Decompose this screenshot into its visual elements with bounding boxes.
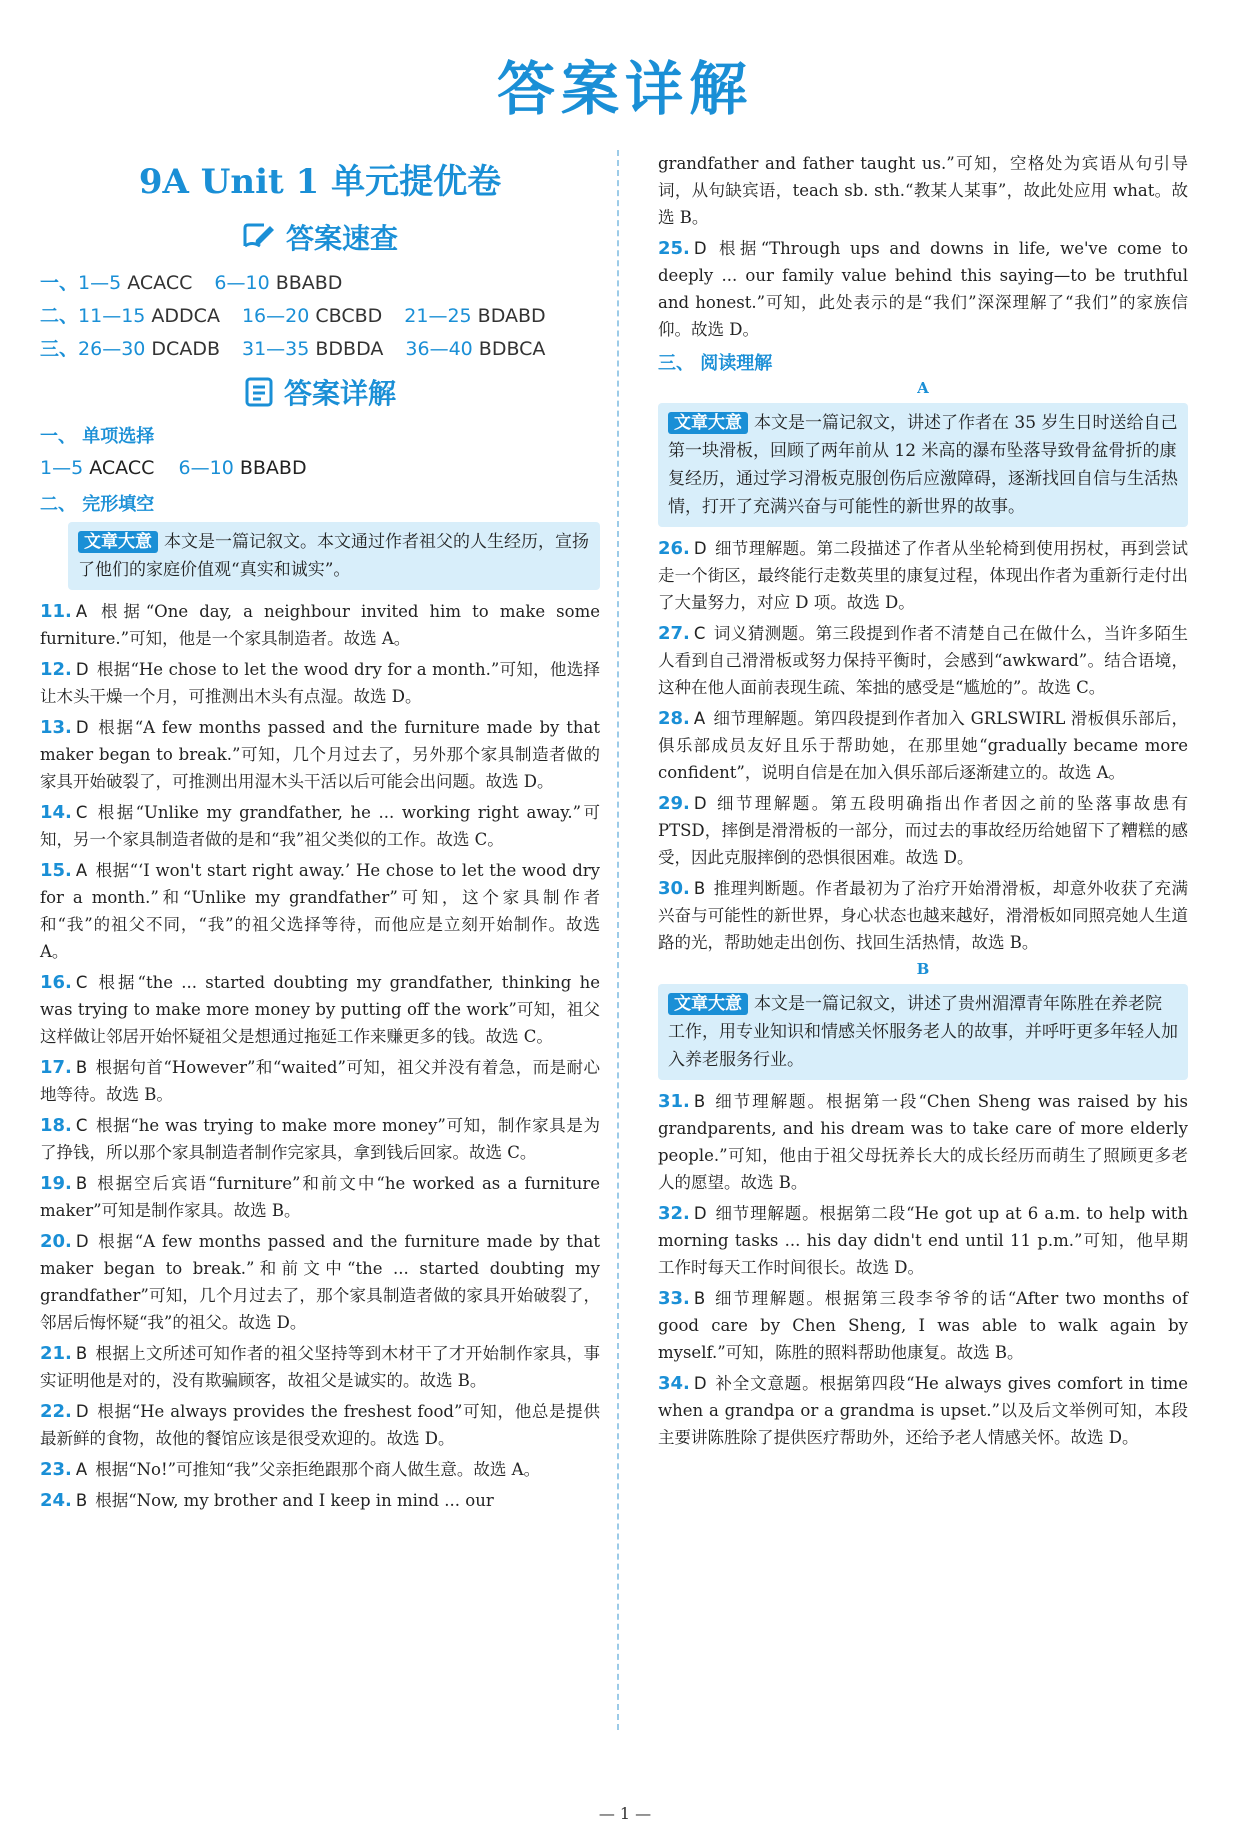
item-key: D bbox=[75, 1232, 89, 1251]
item-explanation: 根据“Through ups and downs in life, we've come to deeply ... our family value behind this saying—to be truthful and honest.”可知，此处表示的是“我们”深深理解了“我们”的家族信仰。故选 D。 bbox=[658, 239, 1188, 339]
summary-tag: 文章大意 bbox=[78, 531, 158, 553]
quick-answers: CBCBD bbox=[315, 305, 383, 327]
left-column bbox=[40, 150, 600, 1518]
detail-heading bbox=[40, 372, 600, 412]
item-key: C bbox=[75, 1116, 88, 1135]
quick-range: 1—5 bbox=[78, 272, 122, 294]
item-explanation: 根据“He always provides the freshest food”可知，他总是提供最新鲜的食物，故他的餐馆应该是很受欢迎的。故选 D。 bbox=[40, 1402, 600, 1448]
item-number: 13. bbox=[40, 717, 72, 738]
list-document-icon bbox=[244, 376, 274, 408]
item-number: 17. bbox=[40, 1057, 72, 1078]
item-number: 32. bbox=[658, 1203, 690, 1224]
item-explanation: 根据“he was trying to make more money”可知，制作家具是为了挣钱，所以那个家具制造者制作完家具，拿到钱后回家。故选 C。 bbox=[40, 1116, 600, 1162]
item-key: B bbox=[75, 1491, 88, 1510]
item-key: D bbox=[693, 239, 707, 258]
summary-tag: 文章大意 bbox=[668, 993, 748, 1015]
item-explanation: 补全文意题。根据第四段“He always gives comfort in time when a grandpa or a grandma is upset.”以及后文举例可知，本段主要讲陈胜除了提供医疗帮助外，还给予老人情感关怀。故选 D。 bbox=[658, 1374, 1188, 1447]
item-explanation: 细节理解题。根据第一段“Chen Sheng was raised by his grandparents, and his dream was to take care of more elderly people.”可知，他由于祖父母抚养长大的成长经历而萌生了照顾更多老人的愿望。故选 B。 bbox=[658, 1092, 1188, 1192]
detail-heading-text: 答案详解 bbox=[283, 377, 396, 410]
item-key: A bbox=[75, 602, 88, 621]
answer-item bbox=[40, 857, 600, 965]
item-number: 16. bbox=[40, 972, 72, 993]
item-number: 15. bbox=[40, 860, 72, 881]
item-explanation: 根据空后宾语“furniture”和前文中“he worked as a furniture maker”可知是制作家具。故选 B。 bbox=[40, 1174, 600, 1220]
answer-item bbox=[40, 598, 600, 652]
quick-group bbox=[404, 305, 545, 327]
item-explanation: 细节理解题。第四段提到作者加入 GRLSWIRL 滑板俱乐部后，俱乐部成员友好且乐于帮助她，在那里她“gradually became more confident”，说明自信是在加入俱乐部后逐渐建立的。故选 A。 bbox=[658, 709, 1188, 782]
quick-answers: BDBDA bbox=[315, 338, 384, 360]
item-explanation: 细节理解题。根据第二段“He got up at 6 a.m. to help with morning tasks ... his day didn't end until 11 p.m.”可知，他早期工作时每天工作时间很长。故选 D。 bbox=[658, 1204, 1188, 1277]
item-number: 11. bbox=[40, 601, 72, 622]
right-answer-list-a bbox=[658, 235, 1188, 343]
item-explanation: 根据“No!”可推知“我”父亲拒绝跟那个商人做生意。故选 A。 bbox=[95, 1460, 541, 1479]
quick-answer-table bbox=[40, 267, 600, 366]
item-key: B bbox=[693, 879, 706, 898]
part2-heading: 二、 完形填空 bbox=[40, 494, 155, 515]
item-key: D bbox=[693, 1374, 707, 1393]
quick-row-label: 一、 bbox=[40, 272, 79, 294]
right-answer-list-b bbox=[658, 535, 1188, 956]
quick-group bbox=[78, 272, 192, 294]
item-key: A bbox=[693, 709, 706, 728]
right-column bbox=[658, 150, 1188, 1455]
item-number: 18. bbox=[40, 1115, 72, 1136]
quick-range: 11—15 bbox=[78, 305, 146, 327]
item-number: 27. bbox=[658, 623, 690, 644]
item-key: A bbox=[75, 1460, 88, 1479]
summary-box-b bbox=[658, 984, 1188, 1080]
item-explanation: 细节理解题。根据第三段李爷爷的话“After two months of good care by Chen Sheng, I was able to walk again by myself.”可知，陈胜的照料帮助他康复。故选 B。 bbox=[658, 1289, 1188, 1362]
answer-item bbox=[40, 969, 600, 1050]
item-explanation: 根据“A few months passed and the furniture made by that maker began to break.”和前文中“the ... started doubting my grandfather”可知，几个月过去了，那个家具制造者做的家具开始破裂了，邻居后悔怀疑“我”的祖父。故选 D。 bbox=[40, 1232, 600, 1332]
item-24-continued: grandfather and father taught us.”可知，空格处为宾语从句引导词，从句缺宾语，teach sb. sth.“教某人某事”，故此处应用 what。故选 B。 bbox=[658, 154, 1188, 227]
item-key: B bbox=[75, 1058, 88, 1077]
item-explanation: 根据句首“However”和“waited”可知，祖父并没有着急，而是耐心地等待。故选 B。 bbox=[40, 1058, 600, 1104]
item-key: B bbox=[693, 1092, 706, 1111]
item-key: D bbox=[75, 660, 89, 679]
quick-answers: DCADB bbox=[151, 338, 220, 360]
summary-box-cloze bbox=[68, 522, 600, 590]
part1-range-1: 1—5 bbox=[40, 457, 84, 479]
part1-answers-2: BBABD bbox=[239, 457, 307, 479]
page-title: 答案详解 bbox=[496, 55, 753, 123]
item-explanation: 细节理解题。第五段明确指出作者因之前的坠落事故患有 PTSD，摔倒是滑滑板的一部分，而过去的事故经历给她留下了糟糕的感受，因此克服摔倒的恐惧很困难。故选 D。 bbox=[658, 794, 1188, 867]
column-divider bbox=[617, 150, 619, 1730]
answer-item bbox=[658, 1200, 1188, 1281]
answer-item bbox=[40, 1456, 600, 1483]
quick-row-label: 三、 bbox=[40, 338, 79, 360]
answer-item bbox=[658, 235, 1188, 343]
item-key: D bbox=[75, 718, 89, 737]
summary-text: 本文是一篇记叙文，讲述了贵州湄潭青年陈胜在养老院工作，用专业知识和情感关怀服务老人的故事，并呼吁更多年轻人加入养老服务行业。 bbox=[668, 994, 1178, 1070]
answer-item bbox=[40, 1228, 600, 1336]
part1-answers-1: ACACC bbox=[89, 457, 155, 479]
quick-group bbox=[78, 338, 220, 360]
item-key: B bbox=[75, 1174, 88, 1193]
quick-row bbox=[40, 333, 600, 366]
summary-tag: 文章大意 bbox=[668, 412, 748, 434]
item-number: 24. bbox=[40, 1490, 72, 1511]
item-number: 29. bbox=[658, 793, 690, 814]
quick-row bbox=[40, 300, 600, 333]
summary-text: 本文是一篇记叙文，讲述了作者在 35 岁生日时送给自己第一块滑板，回顾了两年前从 12 米高的瀑布坠落导致骨盆骨折的康复经历，通过学习滑板克服创伤后应激障碍，逐渐找回自信与生活热情，打开了充满兴奋与可能性的新世界的故事。 bbox=[668, 413, 1178, 517]
item-explanation: 根据“Now, my brother and I keep in mind ... our bbox=[95, 1491, 494, 1510]
item-number: 12. bbox=[40, 659, 72, 680]
item-number: 33. bbox=[658, 1288, 690, 1309]
answer-item bbox=[658, 1088, 1188, 1196]
answer-item bbox=[658, 535, 1188, 616]
answer-item bbox=[40, 1487, 600, 1514]
answer-item bbox=[40, 1398, 600, 1452]
item-explanation: 根据“Unlike my grandfather, he ... working right away.”可知，另一个家具制造者做的是和“我”祖父类似的工作。故选 C。 bbox=[40, 803, 600, 849]
answer-item bbox=[658, 705, 1188, 786]
quick-group bbox=[242, 338, 383, 360]
item-number: 28. bbox=[658, 708, 690, 729]
part1-range-2: 6—10 bbox=[178, 457, 234, 479]
item-explanation: 根据“the ... started doubting my grandfather, thinking he was trying to make more money by putting off the work”可知，祖父这样做让邻居开始怀疑祖父是想通过拖延工作来赚更多的钱。故选 C。 bbox=[40, 973, 600, 1046]
quick-answers: BDBCA bbox=[478, 338, 546, 360]
item-number: 34. bbox=[658, 1373, 690, 1394]
answer-item bbox=[40, 714, 600, 795]
part3-heading: 三、 阅读理解 bbox=[658, 353, 773, 374]
item-key: C bbox=[75, 803, 88, 822]
answer-item bbox=[658, 875, 1188, 956]
quick-answers: BBABD bbox=[275, 272, 343, 294]
item-key: C bbox=[75, 973, 88, 992]
quick-range: 26—30 bbox=[78, 338, 146, 360]
quick-row-label: 二、 bbox=[40, 305, 79, 327]
item-key: C bbox=[693, 624, 706, 643]
item-key: D bbox=[693, 1204, 707, 1223]
quick-range: 16—20 bbox=[241, 305, 310, 327]
item-key: A bbox=[75, 861, 88, 880]
quick-answers: ADDCA bbox=[151, 305, 220, 327]
quick-answers-heading bbox=[40, 217, 600, 257]
right-answer-list-c bbox=[658, 1088, 1188, 1451]
answer-item bbox=[40, 799, 600, 853]
quick-group bbox=[214, 272, 342, 294]
quick-group bbox=[78, 305, 220, 327]
quick-heading-text: 答案速查 bbox=[285, 222, 398, 255]
item-explanation: 细节理解题。第二段描述了作者从坐轮椅到使用拐杖，再到尝试走一个街区，最终能行走数英里的康复过程，体现出作者为重新行走付出了大量努力，对应 D 项。故选 D。 bbox=[658, 539, 1188, 612]
item-number: 14. bbox=[40, 802, 72, 823]
item-explanation: 根据“One day, a neighbour invited him to make some furniture.”可知，他是一个家具制造者。故选 A。 bbox=[40, 602, 600, 648]
page-number: — 1 — bbox=[598, 1804, 652, 1823]
item-key: D bbox=[75, 1402, 89, 1421]
item-explanation: 根据“He chose to let the wood dry for a month.”可知，他选择让木头干燥一个月，可推测出木头有点湿。故选 D。 bbox=[40, 660, 600, 706]
answer-item bbox=[40, 656, 600, 710]
item-explanation: 根据“A few months passed and the furniture made by that maker began to break.”可知，几个月过去了，另外那个家具制造者做的家具开始破裂了，可推测出用湿木头干活以后可能会出问题。故选 D。 bbox=[40, 718, 600, 791]
answer-item bbox=[40, 1054, 600, 1108]
answer-item bbox=[658, 620, 1188, 701]
quick-group bbox=[242, 305, 382, 327]
item-explanation: 词义猜测题。第三段提到作者不清楚自己在做什么，当许多陌生人看到自己滑滑板或努力保持平衡时，会感到“awkward”。结合语境，这种在他人面前表现生疏、笨拙的感受是“尴尬的”。故选 C。 bbox=[658, 624, 1188, 697]
item-explanation: 根据上文所述可知作者的祖父坚持等到木材干了才开始制作家具，事实证明他是对的，没有欺骗顾客，故祖父是诚实的。故选 B。 bbox=[40, 1344, 600, 1390]
item-key: B bbox=[75, 1344, 88, 1363]
item-number: 23. bbox=[40, 1459, 72, 1480]
part1-answers bbox=[40, 452, 600, 484]
passage-a-label: A bbox=[917, 379, 929, 397]
answer-item bbox=[658, 1285, 1188, 1366]
answer-item bbox=[40, 1170, 600, 1224]
item-number: 22. bbox=[40, 1401, 72, 1422]
unit-title: 9A Unit 1 单元提优卷 bbox=[138, 162, 502, 202]
answer-item bbox=[658, 1370, 1188, 1451]
item-key: B bbox=[693, 1289, 706, 1308]
quick-answers: BDABD bbox=[477, 305, 546, 327]
item-number: 25. bbox=[658, 238, 690, 259]
item-number: 20. bbox=[40, 1231, 72, 1252]
quick-answers: ACACC bbox=[127, 272, 193, 294]
quick-range: 36—40 bbox=[405, 338, 473, 360]
quick-range: 6—10 bbox=[214, 272, 270, 294]
part1-heading: 一、 单项选择 bbox=[40, 426, 155, 447]
answer-item bbox=[40, 1112, 600, 1166]
answer-item bbox=[658, 790, 1188, 871]
left-answer-list bbox=[40, 598, 600, 1514]
quick-row bbox=[40, 267, 600, 300]
item-key: D bbox=[693, 539, 707, 558]
quick-range: 31—35 bbox=[241, 338, 310, 360]
summary-box-a bbox=[658, 403, 1188, 527]
item-key: D bbox=[693, 794, 707, 813]
item-number: 21. bbox=[40, 1343, 72, 1364]
item-number: 19. bbox=[40, 1173, 72, 1194]
quick-group bbox=[405, 338, 545, 360]
quick-range: 21—25 bbox=[404, 305, 472, 327]
item-number: 30. bbox=[658, 878, 690, 899]
item-number: 26. bbox=[658, 538, 690, 559]
passage-b-label: B bbox=[916, 960, 930, 978]
item-number: 31. bbox=[658, 1091, 690, 1112]
item-explanation: 推理判断题。作者最初为了治疗开始滑滑板，却意外收获了充满兴奋与可能性的新世界，身心状态也越来越好，滑滑板如同照亮她人生道路的光，帮助她走出创伤、找回生活热情，故选 B。 bbox=[658, 879, 1188, 952]
pencil-note-icon bbox=[242, 222, 276, 252]
summary-text: 本文是一篇记叙文。本文通过作者祖父的人生经历，宣扬了他们的家庭价值观“真实和诚实”。 bbox=[78, 532, 589, 580]
answer-item bbox=[40, 1340, 600, 1394]
item-explanation: 根据“‘I won't start right away.’ He chose to let the wood dry for a month.”和“Unlike my grandfather”可知，这个家具制作者和“我”的祖父不同，“我”的祖父选择等待，而他应是立刻开始制作。故选 A。 bbox=[40, 861, 600, 961]
